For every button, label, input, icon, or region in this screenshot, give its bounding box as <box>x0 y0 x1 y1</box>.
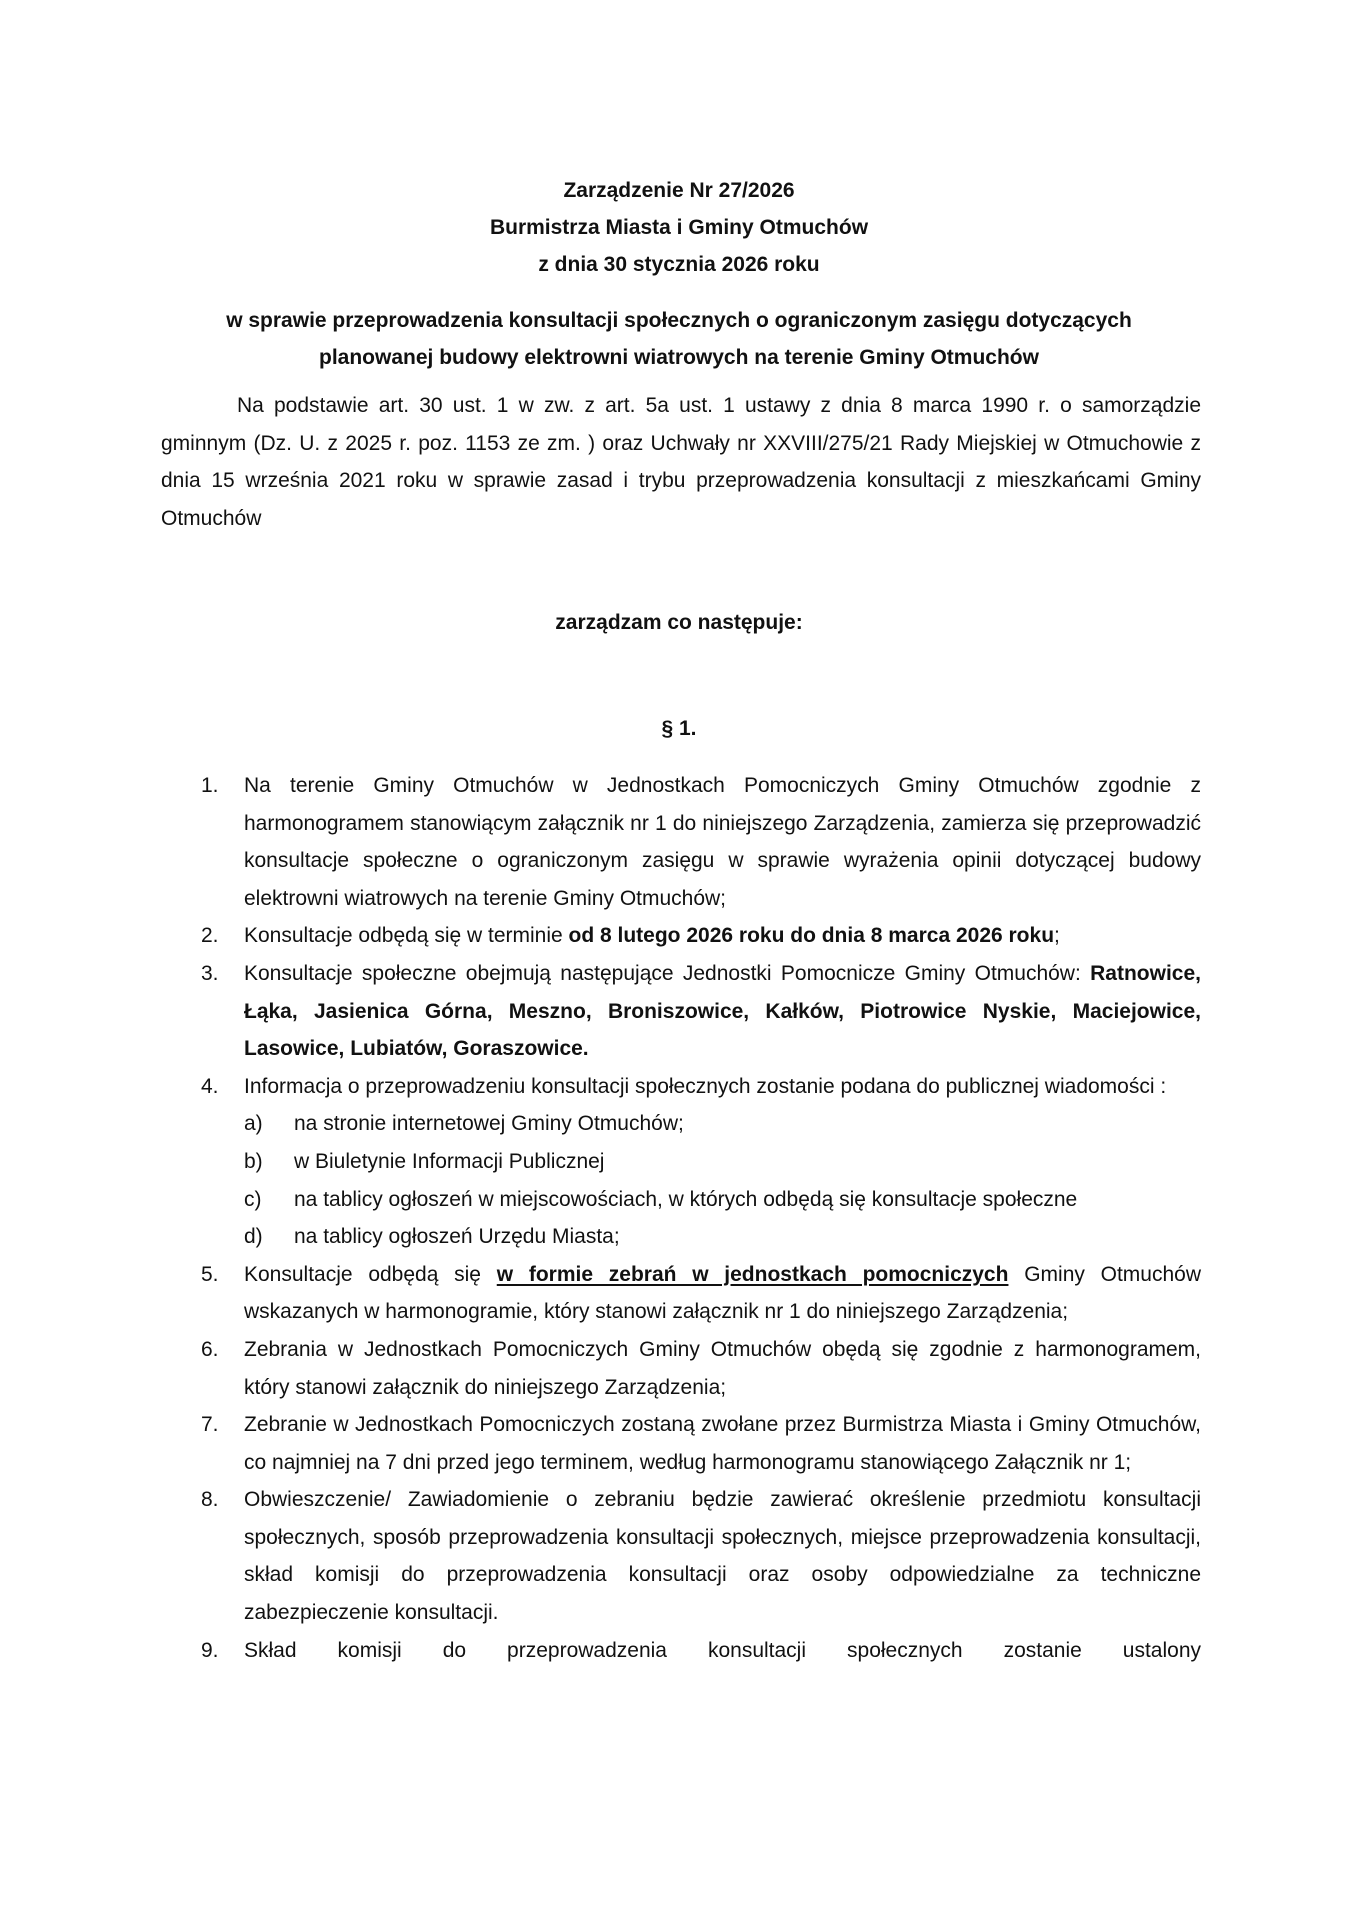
item-number: 4. <box>201 1074 219 1098</box>
item-text: Konsultacje odbędą się w terminie <box>244 924 569 948</box>
document-title-block <box>0 172 1358 283</box>
item-number: 5. <box>201 1262 219 1286</box>
consultation-form: w formie zebrań w jednostkach pomocniczych <box>496 1262 1009 1286</box>
item-number: 3. <box>201 961 219 985</box>
list-item-3 <box>161 955 1201 1068</box>
document-title-issuer: Burmistrza Miasta i Gminy Otmuchów <box>489 216 869 239</box>
item-number: 7. <box>201 1413 219 1437</box>
item-text: Na terenie Gminy Otmuchów w Jednostkach Pomocniczych Gminy Otmuchów zgodnie z harmonogramem stanowiącym załącznik nr 1 do niniejszego Zarządzenia, zamierza się przeprowadzić konsultacje społeczne o ograniczonym zasięgu w sprawie wyrażenia opinii dotyczącej budowy elektrowni wiatrowych na terenie Gminy Otmuchów; <box>244 774 1201 910</box>
item-number: 8. <box>201 1488 219 1512</box>
sublist-item-d <box>244 1218 1201 1256</box>
list-item-2 <box>161 917 1201 955</box>
document-subject <box>0 302 1358 376</box>
section-1-list <box>161 767 1201 1669</box>
document-title-date: z dnia 30 stycznia 2026 roku <box>538 253 820 276</box>
item-text: Zebranie w Jednostkach Pomocniczych zostaną zwołane przez Burmistrza Miasta i Gminy Otmuchów, co najmniej na 7 dni przed jego terminem, według harmonogramu stanowiącego Załącznik nr 1; <box>244 1413 1201 1474</box>
sub-text: na tablicy ogłoszeń w miejscowościach, w których odbędą się konsultacje społeczne <box>294 1187 1078 1211</box>
item-text: Konsultacje odbędą się <box>244 1262 497 1286</box>
sub-letter: c) <box>244 1187 262 1211</box>
list-item-9 <box>161 1632 1201 1670</box>
sublist-item-a <box>244 1105 1201 1143</box>
sub-text: na stronie internetowej Gminy Otmuchów; <box>294 1112 684 1136</box>
list-item-7 <box>161 1406 1201 1481</box>
sub-letter: d) <box>244 1225 263 1249</box>
section-mark: § 1. <box>661 717 697 740</box>
item-text-end: ; <box>1054 924 1060 948</box>
item-number: 9. <box>201 1638 219 1662</box>
item-text: Konsultacje społeczne obejmują następujące Jednostki Pomocnicze Gminy Otmuchów: <box>244 961 1091 985</box>
item-text-end: Gminy Otmuchów wskazanych w harmonogramie, który stanowi załącznik nr 1 do niniejszego Zarządzenia; <box>244 1262 1201 1324</box>
sub-text: w Biuletynie Informacji Publicznej <box>294 1149 605 1173</box>
preamble-text: Na podstawie art. 30 ust. 1 w zw. z art. 5a ust. 1 ustawy z dnia 8 marca 1990 r. o samorządzie gminnym (Dz. U. z 2025 r. poz. 1153 ze zm. ) oraz Uchwały nr XXVIII/275/21 Rady Miejskiej w Otmuchowie z dnia 15 września 2021 roku w sprawie zasad i trybu przeprowadzenia konsultacji z mieszkańcami Gminy Otmuchów <box>161 394 1201 530</box>
item-text: Zebrania w Jednostkach Pomocniczych Gminy Otmuchów obędą się zgodnie z harmonogramem, który stanowi załącznik do niniejszego Zarządzenia; <box>244 1337 1201 1399</box>
sublist-item-c <box>244 1181 1201 1219</box>
localities-list: Ratnowice, Łąka, Jasienica Górna, Meszno, Broniszowice, Kałków, Piotrowice Nyskie, Maciejowice, Lasowice, Lubiatów, Goraszowice. <box>244 961 1201 1061</box>
document-title-number: Zarządzenie Nr 27/2026 <box>563 179 795 202</box>
sublist-item-b <box>244 1143 1201 1181</box>
consultation-period: od 8 lutego 2026 roku do dnia 8 marca 2026 roku <box>568 924 1055 948</box>
item-number: 6. <box>201 1337 219 1361</box>
list-item-1 <box>161 767 1201 917</box>
sub-letter: a) <box>244 1112 263 1136</box>
sub-text: na tablicy ogłoszeń Urzędu Miasta; <box>294 1225 620 1249</box>
item-text: Skład komisji do przeprowadzenia konsultacji społecznych zostanie ustalony <box>244 1638 1201 1662</box>
preamble-paragraph <box>161 387 1201 537</box>
decree-phrase: zarządzam co następuje: <box>555 611 803 634</box>
list-item-8 <box>161 1481 1201 1631</box>
item-number: 2. <box>201 924 219 948</box>
item-text: Obwieszczenie/ Zawiadomienie o zebraniu będzie zawierać określenie przedmiotu konsultacji społecznych, sposób przeprowadzenia konsultacji społecznych, miejsce przeprowadzenia konsultacji, skład komisji do przeprowadzenia konsultacji oraz osoby odpowiedzialne za techniczne zabezpieczenie konsultacji. <box>244 1488 1201 1625</box>
subject-line-1: w sprawie przeprowadzenia konsultacji społecznych o ograniczonym zasięgu dotyczących <box>226 309 1132 332</box>
subject-line-2: planowanej budowy elektrowni wiatrowych na terenie Gminy Otmuchów <box>319 346 1039 369</box>
list-item-5 <box>161 1256 1201 1331</box>
publication-channels-list <box>244 1105 1201 1255</box>
item-text: Informacja o przeprowadzeniu konsultacji społecznych zostanie podana do publicznej wiadomości : <box>244 1074 1167 1098</box>
list-item-4 <box>161 1068 1201 1256</box>
list-item-6 <box>161 1331 1201 1406</box>
sub-letter: b) <box>244 1149 263 1173</box>
item-number: 1. <box>201 774 219 797</box>
